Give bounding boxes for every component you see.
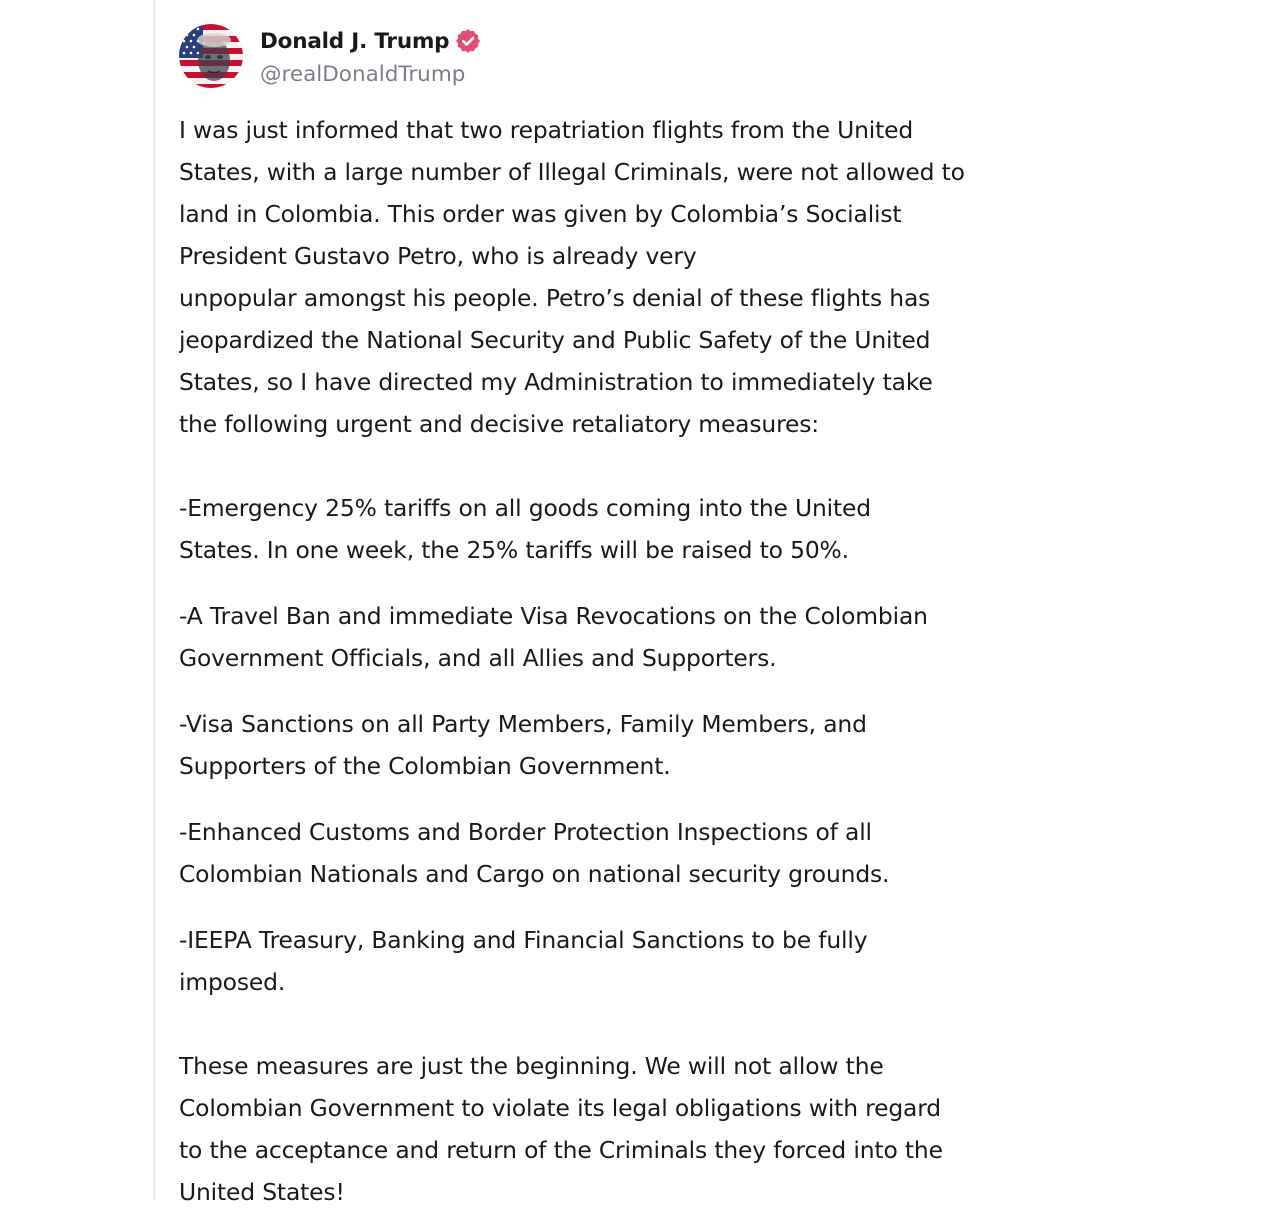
body-line: -A Travel Ban and immediate Visa Revocations on the Colombian (179, 602, 928, 630)
paragraph-spacer (179, 787, 1027, 811)
post (179, 24, 1029, 1213)
body-line: jeopardized the National Security and Public Safety of the United (179, 326, 931, 354)
post-body (179, 109, 1027, 1213)
intro-paragraph (179, 109, 1027, 445)
post-header (179, 24, 1029, 94)
paragraph-spacer (179, 895, 1027, 919)
author-name-row (260, 27, 481, 55)
measure-travel-ban (179, 595, 1027, 679)
measure-customs-inspections (179, 811, 1027, 895)
body-line: These measures are just the beginning. We will not allow the (179, 1052, 884, 1080)
paragraph-spacer (179, 1003, 1027, 1045)
flag-portrait-avatar-icon (179, 24, 243, 88)
body-line: to the acceptance and return of the Criminals they forced into the (179, 1136, 943, 1164)
body-line: Supporters of the Colombian Government. (179, 752, 671, 780)
body-line: land in Colombia. This order was given by Colombia’s Socialist (179, 200, 902, 228)
verified-badge-icon (455, 28, 481, 54)
author-display-name[interactable]: Donald J. Trump (260, 28, 450, 54)
measure-visa-sanctions (179, 703, 1027, 787)
body-line: -IEEPA Treasury, Banking and Financial Sanctions to be fully (179, 926, 868, 954)
measure-financial-sanctions (179, 919, 1027, 1003)
body-line: imposed. (179, 968, 286, 996)
paragraph-spacer (179, 571, 1027, 595)
body-line: unpopular amongst his people. Petro’s denial of these flights has (179, 284, 931, 312)
body-line: -Visa Sanctions on all Party Members, Family Members, and (179, 710, 867, 738)
author-handle[interactable]: @realDonaldTrump (260, 62, 466, 87)
body-line: Colombian Government to violate its legal obligations with regard (179, 1094, 941, 1122)
body-line: -Enhanced Customs and Border Protection Inspections of all (179, 818, 872, 846)
body-line: States. In one week, the 25% tariffs will be raised to 50%. (179, 536, 849, 564)
paragraph-spacer (179, 445, 1027, 487)
body-line: Government Officials, and all Allies and Supporters. (179, 644, 777, 672)
avatar[interactable] (179, 24, 243, 88)
paragraph-spacer (179, 679, 1027, 703)
body-line: the following urgent and decisive retaliatory measures: (179, 410, 820, 438)
body-line: States, so I have directed my Administration to immediately take (179, 368, 933, 396)
body-line: United States! (179, 1178, 345, 1206)
author-identity (260, 24, 481, 90)
measure-tariffs (179, 487, 1027, 571)
closing-paragraph (179, 1045, 1027, 1213)
body-line: -Emergency 25% tariffs on all goods coming into the United (179, 494, 871, 522)
body-line: Colombian Nationals and Cargo on national security grounds. (179, 860, 890, 888)
body-line: States, with a large number of Illegal Criminals, were not allowed to (179, 158, 965, 186)
feed-divider (153, 0, 155, 1200)
body-line: I was just informed that two repatriation flights from the United (179, 116, 914, 144)
body-line: President Gustavo Petro, who is already very (179, 242, 697, 270)
